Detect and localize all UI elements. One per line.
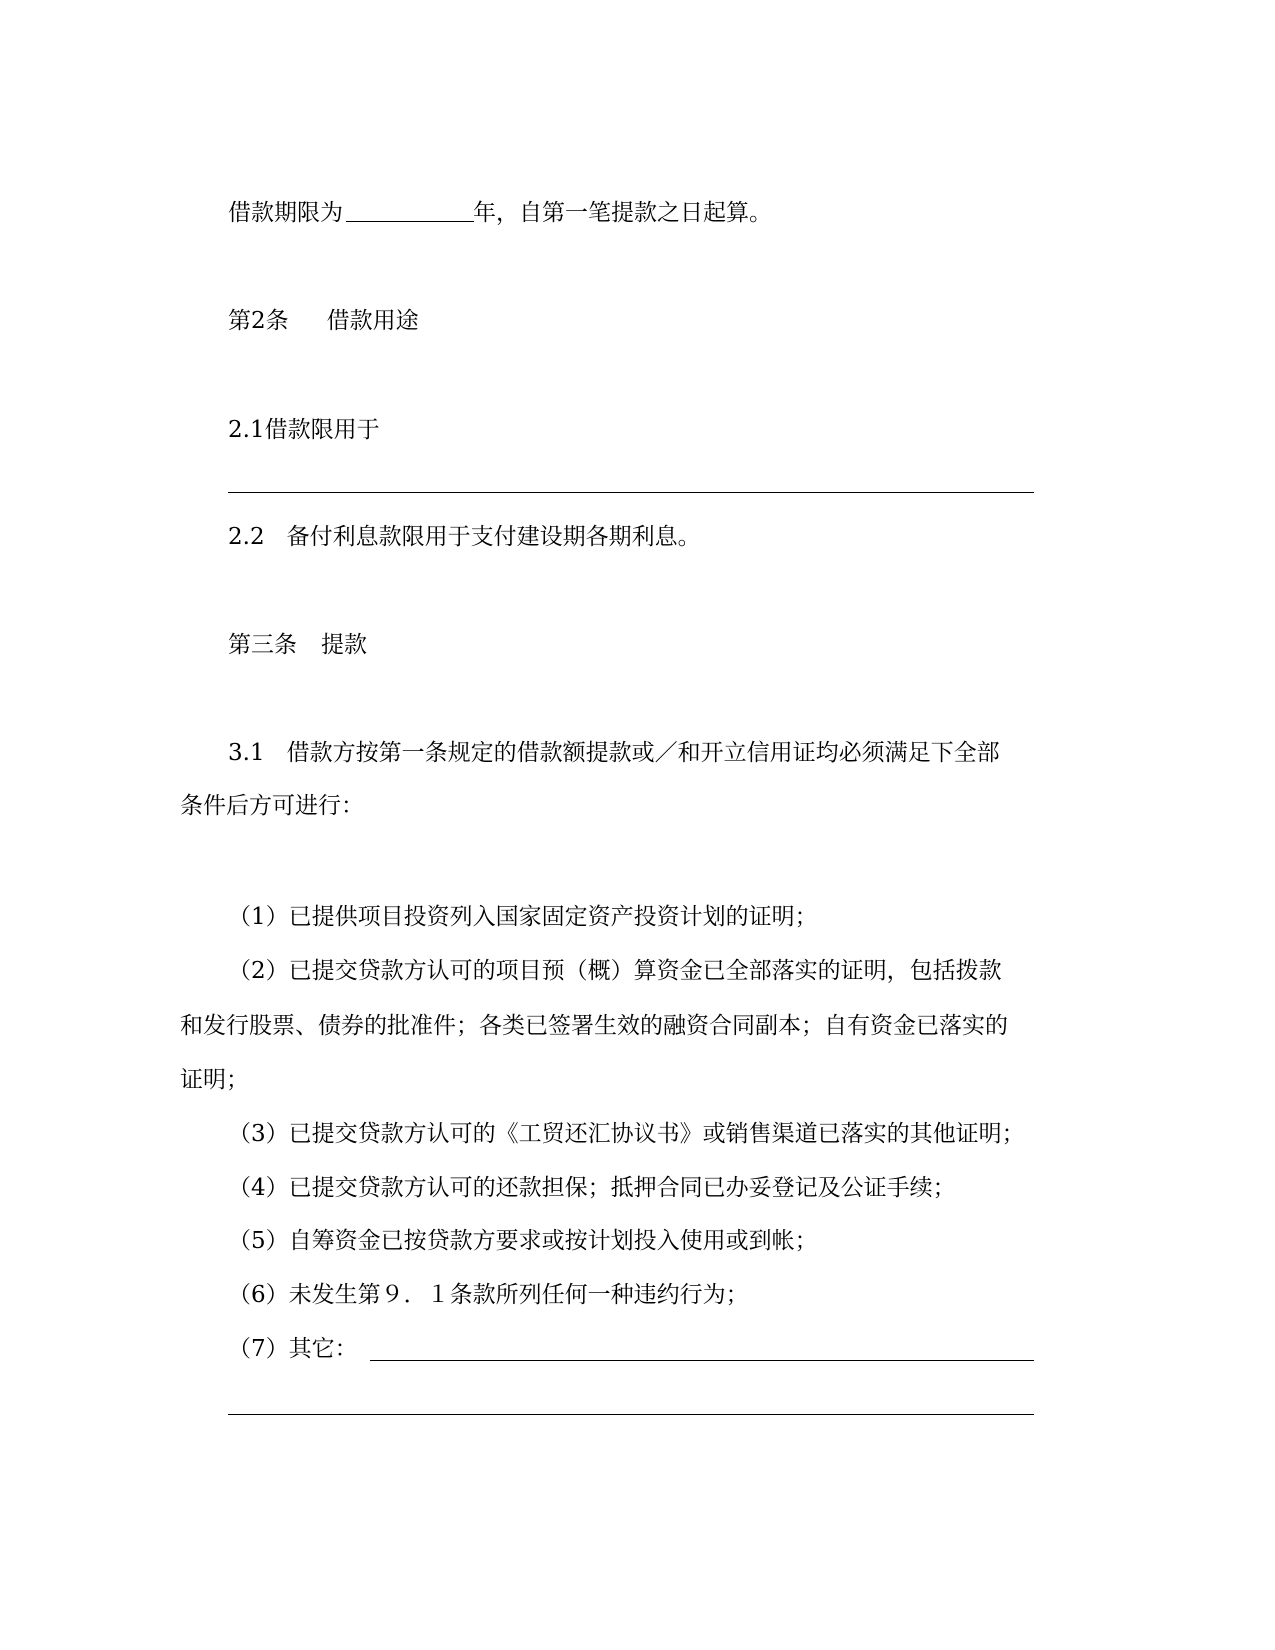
clause-2-1-blank-line [228, 492, 1034, 493]
clause-3-1-line-2: 条件后方可进行： [180, 793, 364, 819]
condition-2-line-2: 和发行股票、债券的批准件；各类已签署生效的融资合同副本；自有资金已落实的 [180, 1013, 1008, 1039]
clause-2-1: 2.1借款限用于 [228, 417, 380, 443]
condition-3: （3）已提交贷款方认可的《工贸还汇协议书》或销售渠道已落实的其他证明； [228, 1121, 1025, 1147]
loan-term-prefix: 借款期限为 [228, 200, 343, 226]
clause-3-1-number: 3.1 [228, 740, 265, 766]
condition-2-line-1: （2）已提交贷款方认可的项目预（概）算资金已全部落实的证明，包括拨款 [228, 958, 1002, 984]
condition-2-line-3: 证明； [180, 1067, 249, 1093]
article-2-heading [228, 306, 419, 336]
condition-4: （4）已提交贷款方认可的还款担保；抵押合同已办妥登记及公证手续； [228, 1175, 956, 1201]
clause-2-2 [228, 522, 701, 552]
article-3-heading [228, 630, 367, 660]
condition-5: （5）自筹资金已按贷款方要求或按计划投入使用或到帐； [228, 1228, 818, 1254]
clause-2-2-number: 2.2 [228, 524, 265, 550]
condition-7-blank-line [370, 1360, 1034, 1361]
article-2-title: 借款用途 [326, 308, 419, 334]
clause-3-1-text: 借款方按第一条规定的借款额提款或／和开立信用证均必须满足下全部 [286, 740, 1000, 766]
loan-term-underline [346, 221, 474, 222]
clause-2-2-text: 备付利息款限用于支付建设期各期利息。 [286, 524, 701, 550]
condition-6: （6）未发生第９．１条款所列任何一种违约行为； [228, 1282, 749, 1308]
clause-3-1-line-1 [228, 738, 1000, 768]
condition-7: （7）其它： [228, 1336, 358, 1362]
condition-1: （1）已提供项目投资列入国家固定资产投资计划的证明； [228, 904, 818, 930]
condition-7-blank-line-2 [228, 1414, 1034, 1415]
article-2-number: 第2条 [228, 308, 289, 334]
loan-term-suffix: 年，自第一笔提款之日起算。 [473, 200, 772, 226]
article-3-number: 第三条 [228, 632, 297, 658]
article-3-title: 提款 [321, 632, 367, 658]
loan-term-line [228, 198, 772, 228]
